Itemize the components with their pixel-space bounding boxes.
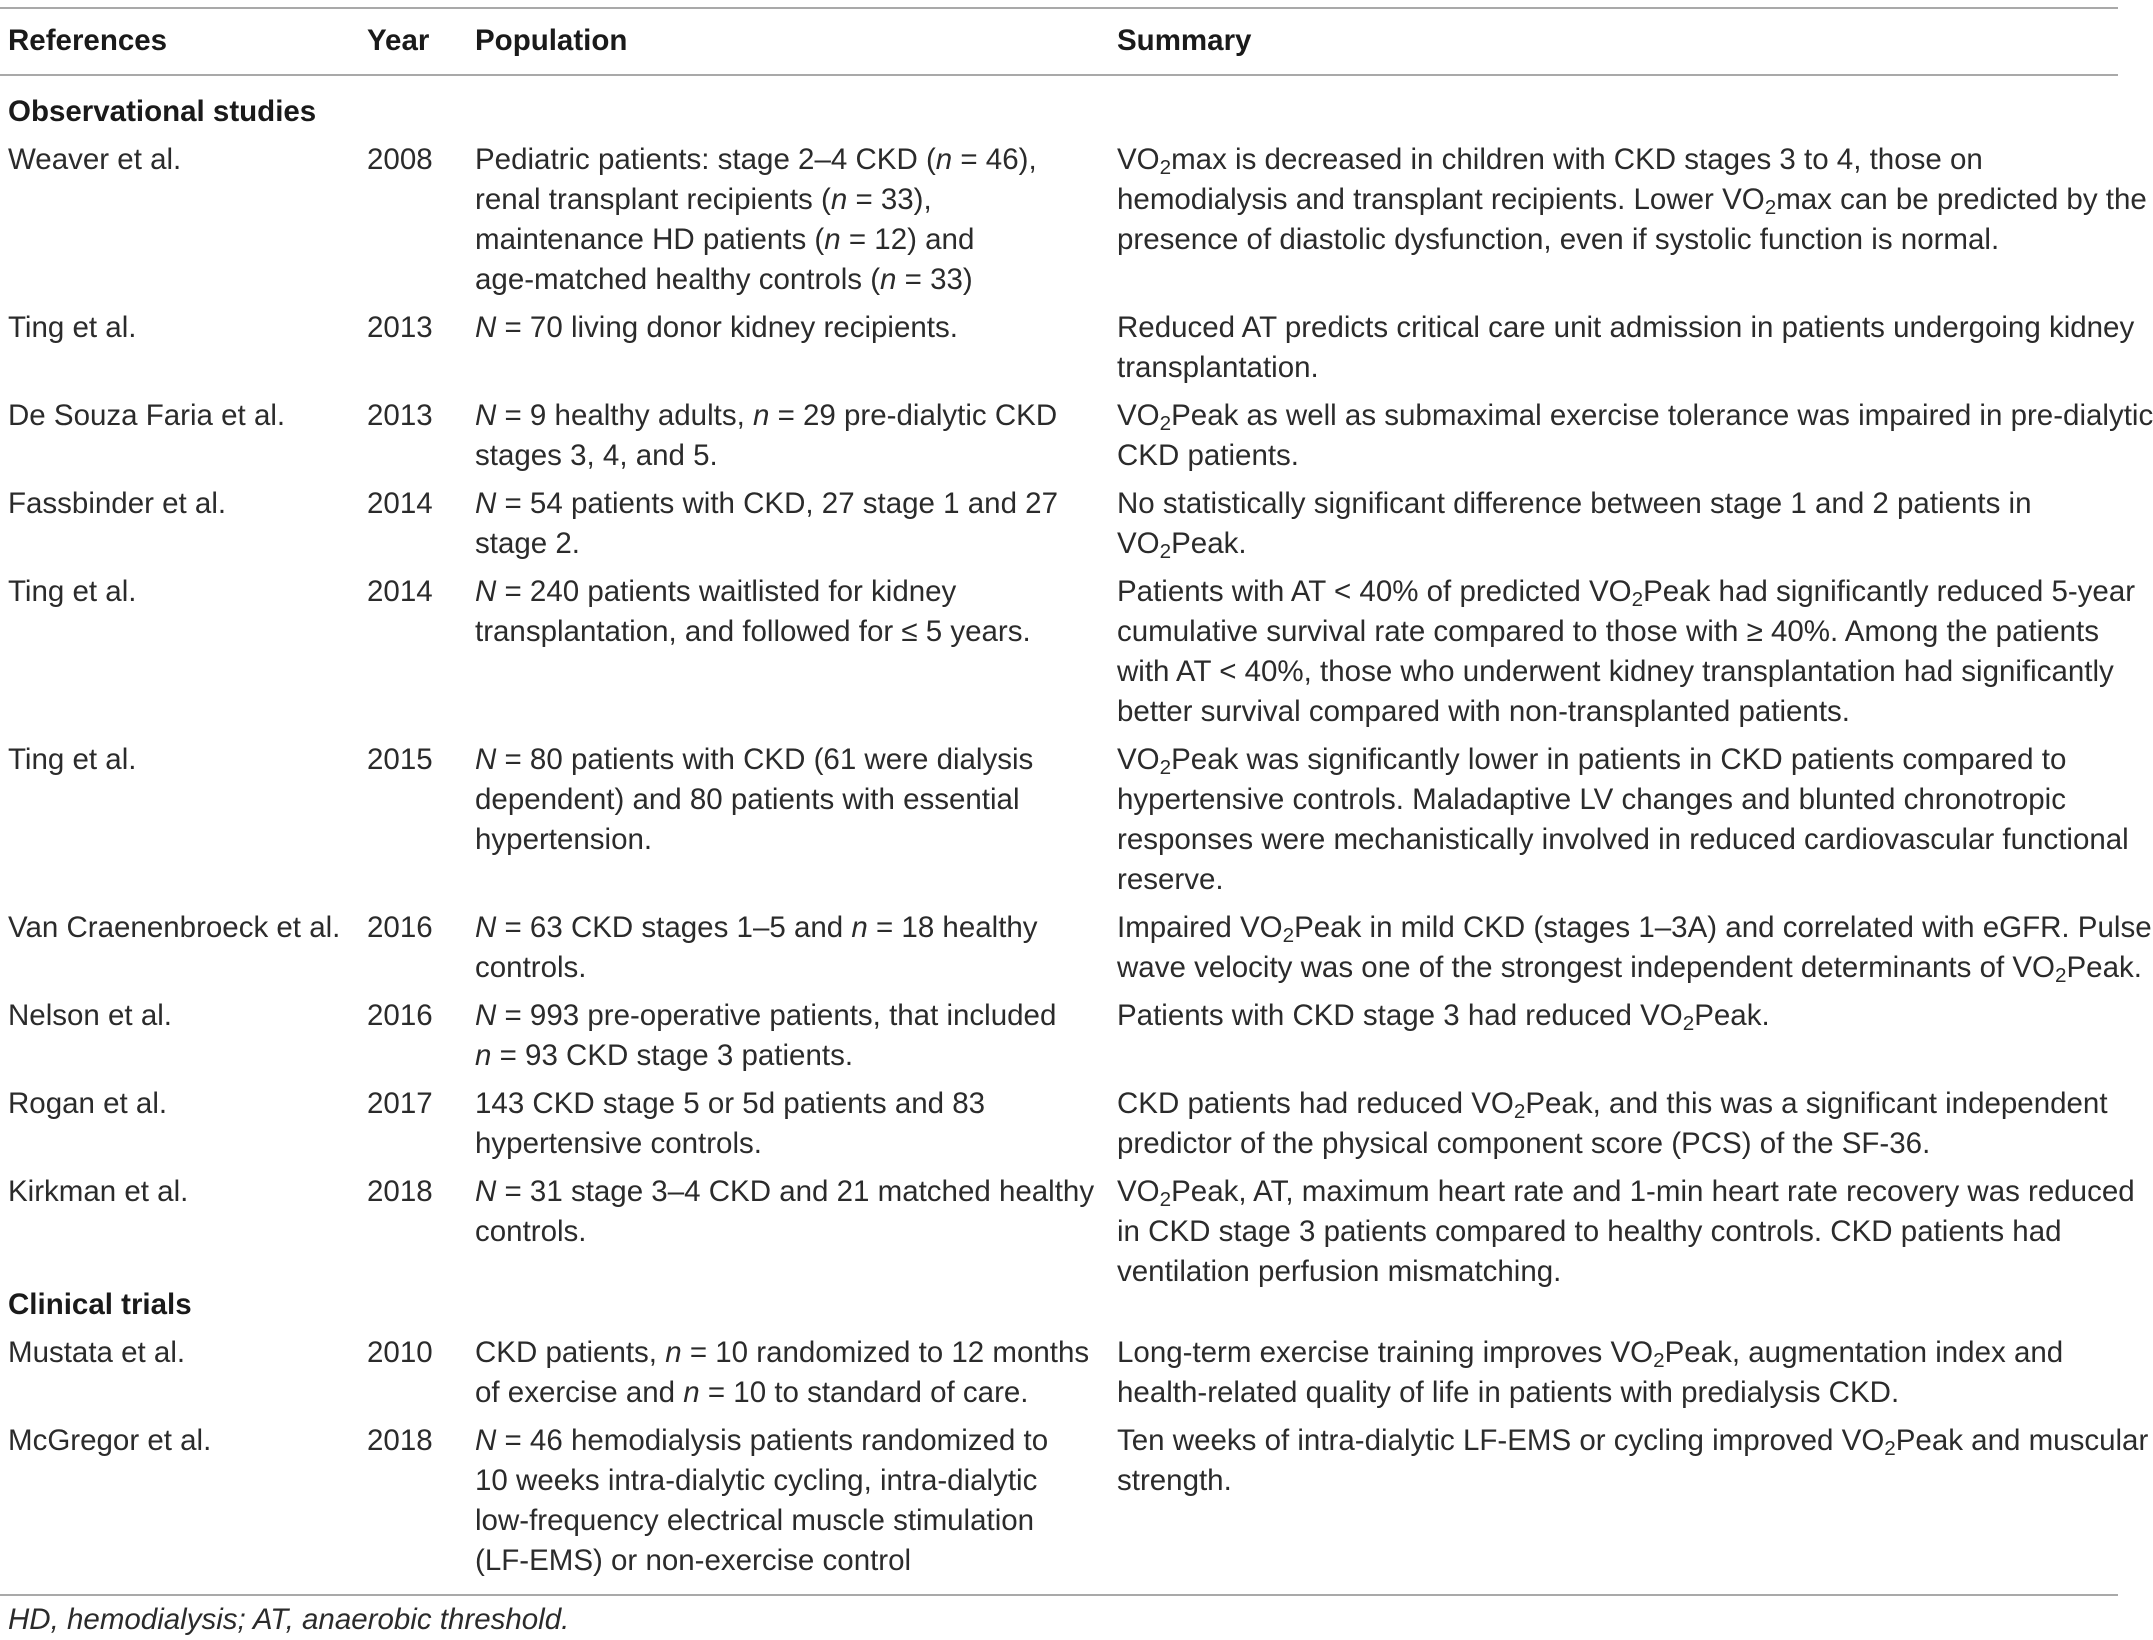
row-year: 2014 xyxy=(367,487,433,520)
row-year: 2018 xyxy=(367,1424,433,1457)
row-summary: CKD patients had reduced $VO_2Peak$, and this was a significant independent predictor of the physical component score (PCS) of the SF-36. xyxy=(1117,1087,2108,1160)
header-rule xyxy=(0,74,2118,76)
top-rule xyxy=(0,7,2118,9)
row-reference: Mustata et al. xyxy=(8,1336,186,1369)
row-year: 2013 xyxy=(367,311,433,344)
row-year: 2017 xyxy=(367,1087,433,1120)
row-summary: Patients with AT < 40% of predicted $VO_2Peak$ had significantly reduced 5-year cumulative survival rate compared to those with ≥ 40%. Among the patients with AT < 40%, those who underwent kidney transplantation had significantly better survival compared with non-transplanted patients. xyxy=(1117,575,2136,728)
row-population: N = 993 pre-operative patients, that included n = 93 CKD stage 3 patients. xyxy=(475,999,1057,1072)
row-year: 2010 xyxy=(367,1336,433,1369)
row-population: Pediatric patients: stage 2–4 CKD (n = 46), renal transplant recipients (n = 33), maintenance HD patients (n = 12) and age-matched healthy controls (n = 33) xyxy=(475,143,1037,296)
row-reference: De Souza Faria et al. xyxy=(8,399,286,432)
row-reference: Weaver et al. xyxy=(8,143,182,176)
header-population: Population xyxy=(475,24,628,57)
row-population: N = 63 CKD stages 1–5 and n = 18 healthy controls. xyxy=(475,911,1038,984)
row-summary: $VO_2Peak$ was significantly lower in patients in CKD patients compared to hypertensive controls. Maladaptive LV changes and blunted chronotropic responses were mechanistically involved in reduced cardiovascular functional reserve. xyxy=(1117,743,2129,896)
row-reference: Rogan et al. xyxy=(8,1087,168,1120)
row-year: 2015 xyxy=(367,743,433,776)
row-population: N = 70 living donor kidney recipients. xyxy=(475,311,958,344)
row-year: 2018 xyxy=(367,1175,433,1208)
row-summary: $VO_2Peak$ as well as submaximal exercise tolerance was impaired in pre-dialytic CKD patients. xyxy=(1117,399,2153,472)
row-summary: $VO_2Peak$, AT, maximum heart rate and 1-min heart rate recovery was reduced in CKD stage 3 patients compared to healthy controls. CKD patients had ventilation perfusion mismatching. xyxy=(1117,1175,2135,1288)
section-heading: Observational studies xyxy=(8,95,317,128)
row-population: N = 31 stage 3–4 CKD and 21 matched healthy controls. xyxy=(475,1175,1095,1248)
row-summary: Impaired $VO_2Peak$ in mild CKD (stages 1–3A) and correlated with eGFR. Pulse wave velocity was one of the strongest independent determinants of $VO_2Peak$. xyxy=(1117,911,2152,988)
bottom-rule xyxy=(0,1594,2118,1596)
header-references: References xyxy=(8,24,168,57)
row-population: N = 9 healthy adults, n = 29 pre-dialytic CKD stages 3, 4, and 5. xyxy=(475,399,1058,472)
row-summary: $VO_2\max$ is decreased in children with CKD stages 3 to 4, those on hemodialysis and transplant recipients. Lower $VO_2\max$ can be predicted by the presence of diastolic dysfunction, even if systolic function is normal. xyxy=(1117,143,2147,256)
section-heading: Clinical trials xyxy=(8,1288,192,1321)
row-reference: Ting et al. xyxy=(8,311,137,344)
row-reference: Fassbinder et al. xyxy=(8,487,227,520)
row-year: 2014 xyxy=(367,575,433,608)
row-year: 2016 xyxy=(367,911,433,944)
row-reference: Kirkman et al. xyxy=(8,1175,189,1208)
row-population: N = 46 hemodialysis patients randomized to 10 weeks intra-dialytic cycling, intra-dialytic low-frequency electrical muscle stimulation (LF-EMS) or non-exercise control xyxy=(475,1424,1049,1577)
row-reference: Van Craenenbroeck et al. xyxy=(8,911,341,944)
header-year: Year xyxy=(367,24,430,57)
row-summary: Long-term exercise training improves $VO_2Peak$, augmentation index and health-related quality of life in patients with predialysis CKD. xyxy=(1117,1336,2064,1409)
row-reference: Ting et al. xyxy=(8,743,137,776)
row-summary: Ten weeks of intra-dialytic LF-EMS or cycling improved $VO_2Peak$ and muscular strength. xyxy=(1117,1424,2149,1497)
row-population: CKD patients, n = 10 randomized to 12 months of exercise and n = 10 to standard of care. xyxy=(475,1336,1090,1409)
row-population: N = 240 patients waitlisted for kidney transplantation, and followed for ≤ 5 years. xyxy=(475,575,1031,648)
row-summary: Patients with CKD stage 3 had reduced $VO_2Peak$. xyxy=(1117,999,1770,1036)
row-year: 2008 xyxy=(367,143,433,176)
row-summary: Reduced AT predicts critical care unit admission in patients undergoing kidney transplantation. xyxy=(1117,311,2135,384)
header-summary: Summary xyxy=(1117,24,1252,57)
row-year: 2016 xyxy=(367,999,433,1032)
row-reference: McGregor et al. xyxy=(8,1424,212,1457)
table-footnote: HD, hemodialysis; AT, anaerobic threshold. xyxy=(8,1603,570,1636)
row-reference: Nelson et al. xyxy=(8,999,172,1032)
row-reference: Ting et al. xyxy=(8,575,137,608)
row-population: N = 80 patients with CKD (61 were dialysis dependent) and 80 patients with essential hypertension. xyxy=(475,743,1034,856)
row-summary: No statistically significant difference between stage 1 and 2 patients in $VO_2Peak$. xyxy=(1117,487,2032,564)
row-population: N = 54 patients with CKD, 27 stage 1 and 27 stage 2. xyxy=(475,487,1058,560)
row-year: 2013 xyxy=(367,399,433,432)
row-population: 143 CKD stage 5 or 5d patients and 83 hypertensive controls. xyxy=(475,1087,986,1160)
